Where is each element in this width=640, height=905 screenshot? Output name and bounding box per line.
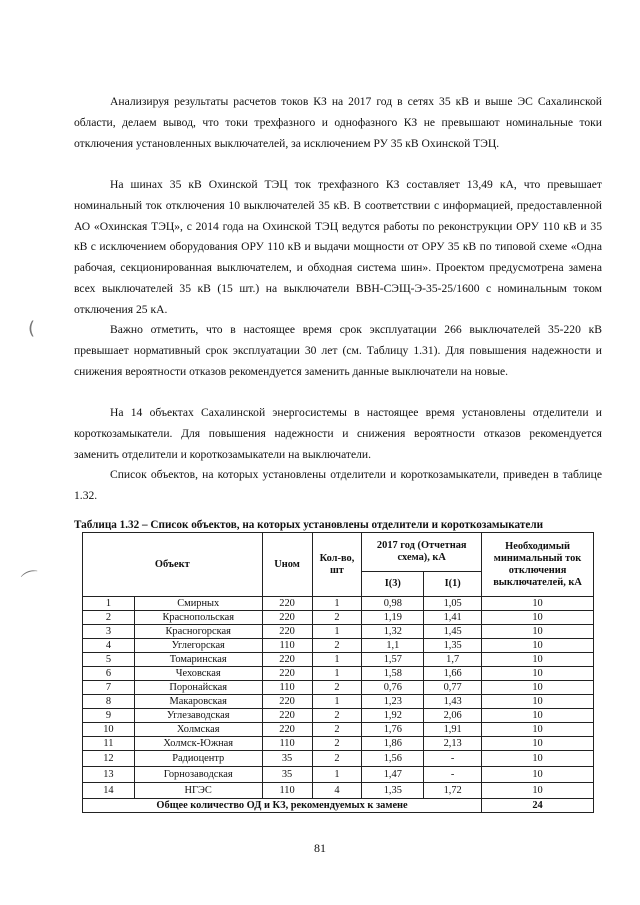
cell-i3: 1,86 (362, 737, 424, 751)
table-row (83, 723, 594, 737)
cell-i1: 2,06 (424, 709, 482, 723)
cell-needed: 10 (482, 723, 594, 737)
cell-unom: 35 (262, 767, 312, 783)
cell-i1: 1,91 (424, 723, 482, 737)
cell-count: 2 (312, 709, 362, 723)
paragraph-5 (74, 465, 602, 507)
table-row (83, 611, 594, 625)
header-i3: I(3) (362, 572, 424, 597)
cell-unom: 110 (262, 737, 312, 751)
cell-unom: 220 (262, 695, 312, 709)
cell-i3: 1,35 (362, 783, 424, 799)
cell-count: 2 (312, 737, 362, 751)
cell-number: 1 (83, 597, 135, 611)
cell-unom: 220 (262, 667, 312, 681)
cell-object: Красногорская (134, 625, 262, 639)
cell-count: 1 (312, 597, 362, 611)
cell-needed: 10 (482, 639, 594, 653)
cell-i1: 1,35 (424, 639, 482, 653)
header-unom: Uном (262, 533, 312, 597)
cell-i1: 1,43 (424, 695, 482, 709)
paragraph-text: Анализируя результаты расчетов токов КЗ на 2017 год в сетях 35 кВ и выше ЭС Сахалинской области, делаем вывод, что токи трехфазного и однофазного КЗ не превышают номинальные токи отключения установленных выключателей, за исключением РУ 35 кВ Охинской ТЭЦ. (74, 95, 602, 150)
cell-object: Краснопольская (134, 611, 262, 625)
cell-count: 1 (312, 625, 362, 639)
paragraph-text: Список объектов, на которых установлены отделители и короткозамыкатели, приведен в таблице 1.32. (74, 468, 602, 502)
cell-number: 9 (83, 709, 135, 723)
table-row (83, 737, 594, 751)
header-i1: I(1) (424, 572, 482, 597)
cell-number: 11 (83, 737, 135, 751)
cell-needed: 10 (482, 681, 594, 695)
total-row (83, 799, 594, 813)
header-object: Объект (83, 533, 263, 597)
cell-needed: 10 (482, 653, 594, 667)
paragraph-text: Важно отметить, что в настоящее время срок эксплуатации 266 выключателей 35-220 кВ превышает нормативный срок эксплуатации 30 лет (см. Таблицу 1.31). Для повышения надежности и снижения вероятности отказов рекомендуется заменить данные выключатели на новые. (74, 323, 602, 378)
cell-i3: 1,57 (362, 653, 424, 667)
cell-needed: 10 (482, 597, 594, 611)
cell-count: 2 (312, 751, 362, 767)
cell-needed: 10 (482, 667, 594, 681)
cell-object: Радиоцентр (134, 751, 262, 767)
total-value: 24 (482, 799, 594, 813)
cell-unom: 110 (262, 639, 312, 653)
cell-i1: 1,72 (424, 783, 482, 799)
cell-unom: 220 (262, 625, 312, 639)
cell-object: Чеховская (134, 667, 262, 681)
cell-count: 2 (312, 611, 362, 625)
total-label: Общее количество ОД и КЗ, рекомендуемых к замене (83, 799, 482, 813)
paragraph-1 (74, 92, 602, 154)
scan-artifact-icon: ( (28, 318, 36, 339)
cell-count: 1 (312, 695, 362, 709)
cell-object: Углезаводская (134, 709, 262, 723)
cell-i1: 2,13 (424, 737, 482, 751)
table-row (83, 695, 594, 709)
cell-i1: - (424, 767, 482, 783)
cell-count: 2 (312, 681, 362, 695)
cell-object: Горнозаводская (134, 767, 262, 783)
cell-i3: 1,32 (362, 625, 424, 639)
cell-number: 5 (83, 653, 135, 667)
cell-number: 14 (83, 783, 135, 799)
cell-i1: 1,41 (424, 611, 482, 625)
cell-object: Смирных (134, 597, 262, 611)
cell-unom: 110 (262, 783, 312, 799)
cell-i3: 1,58 (362, 667, 424, 681)
table-row (83, 597, 594, 611)
cell-object: Поронайская (134, 681, 262, 695)
cell-unom: 220 (262, 723, 312, 737)
header-needed: Необходимый минимальный ток отключения выключателей, кА (482, 533, 594, 597)
cell-count: 1 (312, 667, 362, 681)
cell-number: 6 (83, 667, 135, 681)
cell-needed: 10 (482, 709, 594, 723)
table-caption: Таблица 1.32 – Список объектов, на которых установлены отделители и короткозамыкатели (74, 519, 544, 531)
scan-artifact-icon: ⌒ (19, 567, 44, 594)
cell-needed: 10 (482, 737, 594, 751)
cell-object: Холмская (134, 723, 262, 737)
cell-i3: 1,47 (362, 767, 424, 783)
cell-unom: 220 (262, 653, 312, 667)
cell-count: 4 (312, 783, 362, 799)
table-row (83, 681, 594, 695)
cell-i1: 0,77 (424, 681, 482, 695)
paragraph-3 (74, 320, 602, 382)
cell-i1: 1,7 (424, 653, 482, 667)
cell-count: 2 (312, 639, 362, 653)
cell-i3: 0,98 (362, 597, 424, 611)
cell-needed: 10 (482, 611, 594, 625)
cell-number: 8 (83, 695, 135, 709)
page-number: 81 (314, 841, 326, 855)
cell-i3: 1,23 (362, 695, 424, 709)
cell-count: 2 (312, 723, 362, 737)
paragraph-text: На шинах 35 кВ Охинской ТЭЦ ток трехфазного КЗ составляет 13,49 кА, что превышает номинальный ток отключения 10 выключателей 35 кВ. В соответствии с информацией, предоставленной АО «Охинская ТЭЦ», с 2014 года на Охинской ТЭЦ ведутся работы по реконструкции ОРУ 110 кВ и 35 кВ с исключением оборудования ОРУ 110 кВ и выдачи мощности от ОРУ 35 кВ по типовой схеме «Одна рабочая, секционированная выключателем, и обходная система шин». Проектом предусмотрена замена всех выключателей 35 кВ (15 шт.) на выключатели ВВН-СЭЩ-Э-35-25/1600 с номинальным током отключения 25 кА. (74, 178, 602, 316)
cell-object: Холмск-Южная (134, 737, 262, 751)
paragraph-2 (74, 175, 602, 321)
cell-i3: 1,76 (362, 723, 424, 737)
table-row (83, 625, 594, 639)
cell-unom: 220 (262, 709, 312, 723)
cell-number: 2 (83, 611, 135, 625)
table-row (83, 767, 594, 783)
cell-needed: 10 (482, 751, 594, 767)
cell-object: НГЭС (134, 783, 262, 799)
cell-i3: 1,92 (362, 709, 424, 723)
cell-number: 3 (83, 625, 135, 639)
cell-number: 10 (83, 723, 135, 737)
cell-unom: 35 (262, 751, 312, 767)
cell-i3: 0,76 (362, 681, 424, 695)
cell-needed: 10 (482, 783, 594, 799)
cell-i3: 1,56 (362, 751, 424, 767)
cell-i1: 1,66 (424, 667, 482, 681)
table-row (83, 653, 594, 667)
cell-number: 13 (83, 767, 135, 783)
cell-unom: 220 (262, 611, 312, 625)
cell-object: Томаринская (134, 653, 262, 667)
cell-number: 7 (83, 681, 135, 695)
cell-needed: 10 (482, 695, 594, 709)
cell-number: 4 (83, 639, 135, 653)
paragraph-text: На 14 объектах Сахалинской энергосистемы в настоящее время установлены отделители и короткозамыкатели. Для повышения надежности и снижения вероятности отказов рекомендуется заменить отделители и короткозамыкатели на выключатели. (74, 406, 602, 461)
header-2017: 2017 год (Отчетная схема), кА (362, 533, 482, 572)
cell-count: 1 (312, 653, 362, 667)
table-body (83, 597, 594, 799)
table-row (83, 667, 594, 681)
table-row (83, 639, 594, 653)
paragraph-4 (74, 403, 602, 465)
table-row (83, 709, 594, 723)
table-row (83, 783, 594, 799)
cell-unom: 220 (262, 597, 312, 611)
cell-count: 1 (312, 767, 362, 783)
cell-unom: 110 (262, 681, 312, 695)
cell-i3: 1,1 (362, 639, 424, 653)
cell-i1: 1,05 (424, 597, 482, 611)
cell-number: 12 (83, 751, 135, 767)
cell-object: Макаровская (134, 695, 262, 709)
switchgear-table (82, 532, 594, 813)
cell-i1: 1,45 (424, 625, 482, 639)
cell-needed: 10 (482, 625, 594, 639)
cell-i3: 1,19 (362, 611, 424, 625)
cell-i1: - (424, 751, 482, 767)
table-row (83, 751, 594, 767)
header-count: Кол-во, шт (312, 533, 362, 597)
cell-object: Углегорская (134, 639, 262, 653)
cell-needed: 10 (482, 767, 594, 783)
